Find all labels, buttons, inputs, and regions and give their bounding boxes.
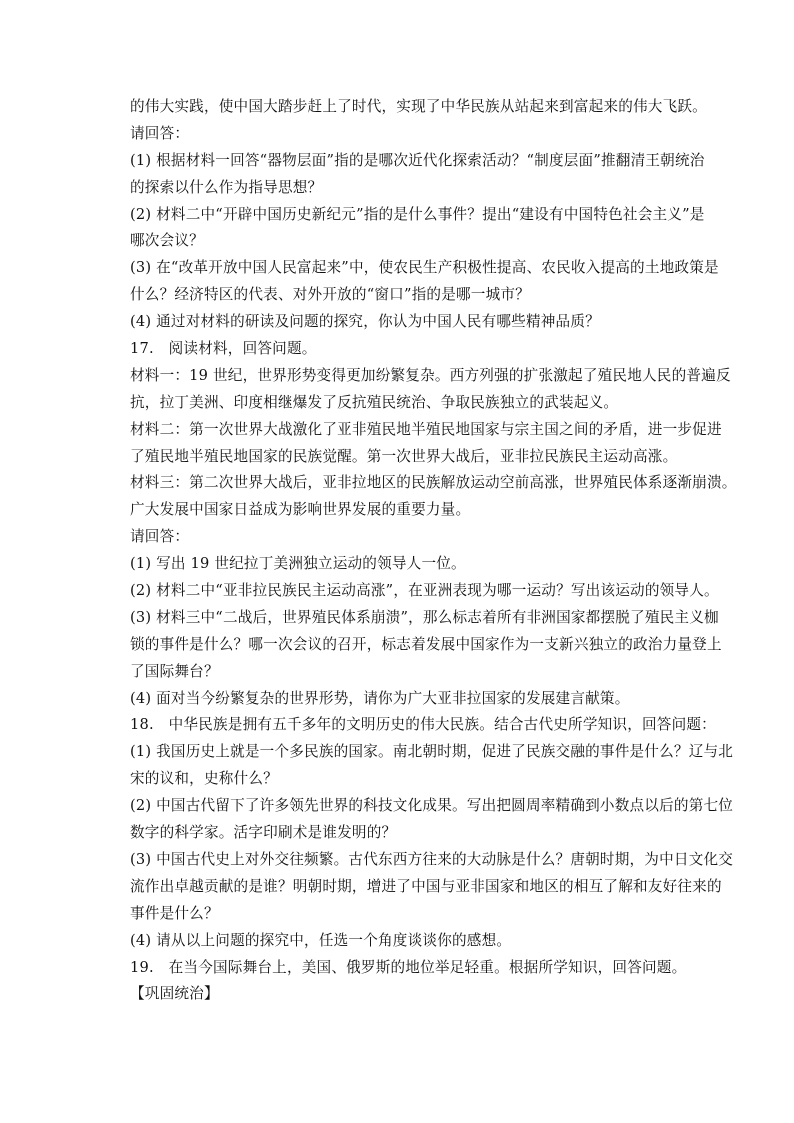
- text-line: (4) 通过对材料的研读及问题的探究，你认为中国人民有哪些精神品质？: [130, 313, 600, 331]
- text-line: 宋的议和，史称什么？: [130, 770, 278, 788]
- text-line: 请回答：: [130, 124, 190, 142]
- text-line: 的伟大实践，使中国大踏步赶上了时代，实现了中华民族从站起来到富起来的伟大飞跃。: [130, 98, 707, 115]
- text-line: (1) 我国历史上就是一个多民族的国家。南北朝时期，促进了民族交融的事件是什么？辽与北: [130, 743, 734, 761]
- text-line: 材料三：第二次世界大战后，亚非拉地区的民族解放运动空前高涨，世界殖民体系逐渐崩溃。: [130, 474, 737, 492]
- text-line: (1) 根据材料一回答“器物层面”指的是哪次近代化探索活动？“制度层面”推翻清王朝统治: [130, 151, 705, 169]
- text-line: (4) 请从以上问题的探究中，任选一个角度谈谈你的感想。: [130, 931, 512, 949]
- text-line: 材料二：第一次世界大战激化了亚非殖民地半殖民地国家与宗主国之间的矛盾，进一步促进: [130, 420, 722, 438]
- text-line: 哪次会议？: [130, 232, 204, 250]
- text-line: (2) 中国古代留下了许多领先世界的科技文化成果。写出把圆周率精确到小数点以后的第七位: [130, 797, 734, 815]
- text-line: (3) 材料三中“二战后，世界殖民体系崩溃”，那么标志着所有非洲国家都摆脱了殖民主义枷: [130, 608, 719, 626]
- text-line: 抗，拉丁美洲、印度相继爆发了反抗殖民统治、争取民族独立的武装起义。: [130, 393, 619, 411]
- text-line: 请回答：: [130, 528, 190, 546]
- text-line: 数字的科学家。活字印刷术是谁发明的？: [130, 824, 397, 842]
- text-line: 了国际舞台？: [130, 662, 219, 680]
- text-line: (4) 面对当今纷繁复杂的世界形势，请你为广大亚非拉国家的发展建言献策。: [130, 689, 630, 707]
- text-line: 广大发展中国家日益成为影响世界发展的重要力量。: [130, 501, 471, 519]
- text-line: 17. 阅读材料，回答问题。: [130, 340, 317, 358]
- text-line: (2) 材料二中“开辟中国历史新纪元”指的是什么事件？提出“建设有中国特色社会主义”是: [130, 205, 705, 223]
- text-line: 的探索以什么作为指导思想？: [130, 178, 323, 196]
- text-line: (3) 在“改革开放中国人民富起来”中，使农民生产积极性提高、农民收入提高的土地政策是: [130, 259, 719, 277]
- text-line: 19. 在当今国际舞台上，美国、俄罗斯的地位举足轻重。根据所学知识，回答问题。: [130, 958, 687, 976]
- text-line: (1) 写出 19 世纪拉丁美洲独立运动的领导人一位。: [130, 555, 466, 573]
- text-line: 18. 中华民族是拥有五千多年的文明历史的伟大民族。结合古代史所学知识，回答问题：: [130, 716, 716, 734]
- text-line: 什么？经济特区的代表、对外开放的“窗口”指的是哪一城市？: [130, 286, 530, 304]
- text-line: 【巩固统治】: [130, 985, 219, 1003]
- text-line: 材料一：19 世纪，世界形势变得更加纷繁复杂。西方列强的扩张激起了殖民地人民的普遍反: [130, 366, 731, 384]
- text-line: 锁的事件是什么？哪一次会议的召开，标志着发展中国家作为一支新兴独立的政治力量登上: [130, 635, 722, 653]
- text-line: 事件是什么？: [130, 904, 219, 922]
- text-line: (2) 材料二中“亚非拉民族民主运动高涨”，在亚洲表现为哪一运动？写出该运动的领导人。: [130, 582, 719, 600]
- text-line: 了殖民地半殖民地国家的民族觉醒。第一次世界大战后，亚非拉民族民主运动高涨。: [130, 447, 678, 465]
- text-line: (3) 中国古代史上对外交往频繁。古代东西方往来的大动脉是什么？唐朝时期，为中日文化交: [130, 850, 734, 868]
- text-body: [130, 94, 737, 1008]
- text-line: 流作出卓越贡献的是谁？明朝时期，增进了中国与亚非国家和地区的相互了解和友好往来的: [130, 877, 722, 895]
